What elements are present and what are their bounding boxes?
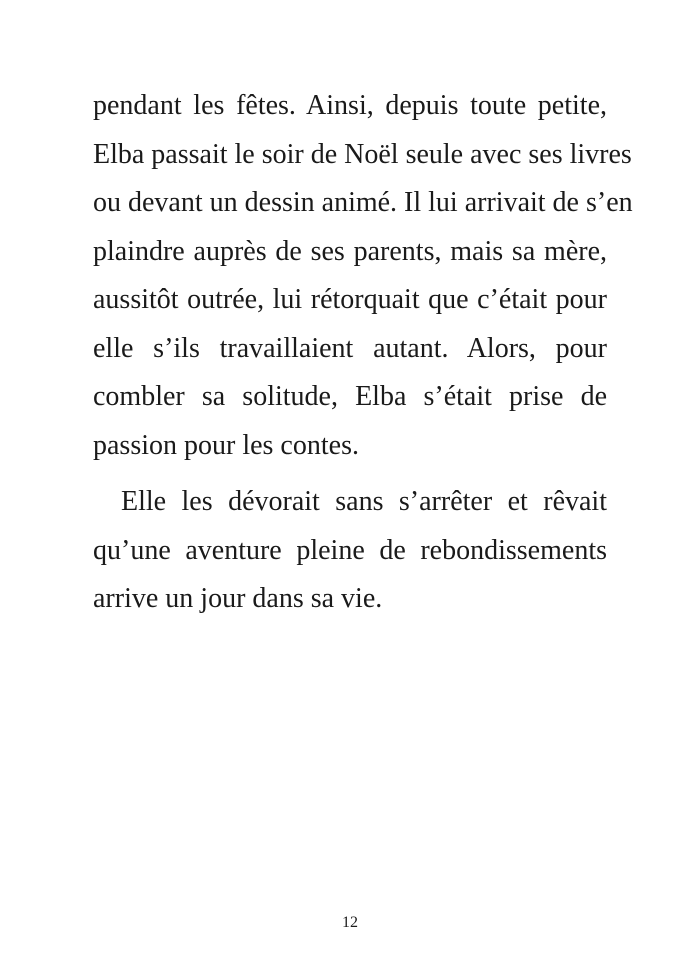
text-line: combler sa solitude, Elba s’était prise de [93,381,607,412]
paragraph-1 [93,82,633,470]
page-number: 12 [342,914,358,931]
text-line: Elba passait le soir de Noël seule avec ses livres [93,138,632,170]
text-line: pendant les fêtes. Ainsi, depuis toute petite, [93,90,607,121]
paragraph-2 [93,478,607,624]
text-line: Elle les dévorait sans s’arrêter et rêvait [121,486,607,517]
paragraph-spacer [93,470,607,478]
text-line: elle s’ils travaillaient autant. Alors, pour [93,332,607,364]
text-line: aussitôt outrée, lui rétorquait que c’était pour [93,284,607,315]
text-line: plaindre auprès de ses parents, mais sa mère, [93,235,607,267]
body-text [93,82,633,624]
text-line: arrive un jour dans sa vie. [93,583,383,614]
text-line: ou devant un dessin animé. Il lui arrivait de s’en [93,187,633,218]
text-line: qu’une aventure pleine de rebondissements [93,534,607,566]
text-line: passion pour les contes. [93,429,359,461]
